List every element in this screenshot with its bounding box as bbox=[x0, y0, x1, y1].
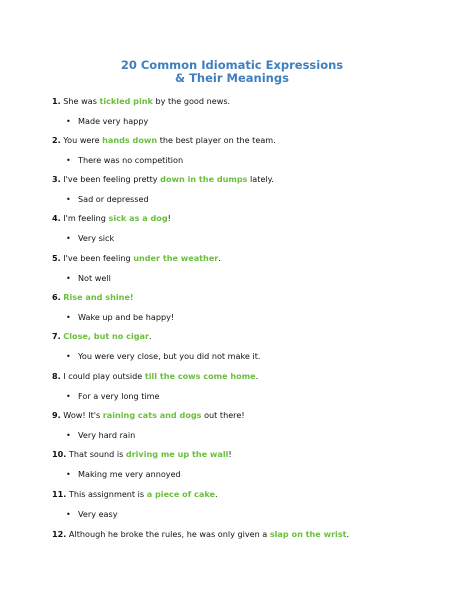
idiom-phrase: Rise and shine! bbox=[63, 292, 134, 302]
idiom-number: 9. bbox=[52, 410, 61, 420]
idiom-phrase: till the cows come home bbox=[144, 371, 256, 381]
bullet-icon: • bbox=[66, 233, 71, 243]
sentence-text: ! bbox=[228, 449, 232, 459]
bullet-icon: • bbox=[66, 273, 71, 283]
idiom-number: 10. bbox=[52, 449, 67, 459]
idiom-sentence bbox=[52, 213, 171, 223]
idiom-sentence bbox=[52, 174, 274, 184]
idiom-phrase: under the weather bbox=[133, 253, 219, 263]
idiom-sentence bbox=[52, 331, 152, 341]
idiom-number: 1. bbox=[52, 96, 61, 106]
sentence-text: I've been feeling bbox=[60, 253, 134, 263]
meaning-text: Very hard rain bbox=[78, 430, 136, 440]
sentence-text: I could play outside bbox=[60, 371, 145, 381]
sentence-text: the best player on the team. bbox=[157, 135, 276, 145]
sentence-text: . bbox=[218, 253, 221, 263]
sentence-text: This assignment is bbox=[66, 489, 147, 499]
sentence-text: That sound is bbox=[66, 449, 126, 459]
meaning-text: Very sick bbox=[78, 233, 115, 243]
idiom-number: 2. bbox=[52, 135, 61, 145]
idiom-number: 6. bbox=[52, 292, 61, 302]
bullet-icon: • bbox=[66, 351, 71, 361]
sentence-text: ! bbox=[167, 213, 171, 223]
sentence-text: You were bbox=[60, 135, 103, 145]
meaning-text: Made very happy bbox=[78, 116, 149, 126]
sentence-text: lately. bbox=[247, 174, 274, 184]
meaning-bullet bbox=[66, 430, 135, 440]
idiom-number: 11. bbox=[52, 489, 67, 499]
meaning-bullet bbox=[66, 194, 149, 204]
idiom-sentence bbox=[52, 292, 134, 302]
meaning-bullet bbox=[66, 469, 181, 479]
idiom-phrase: down in the dumps bbox=[160, 174, 248, 184]
sentence-text: . bbox=[214, 489, 218, 499]
meaning-bullet bbox=[66, 509, 118, 519]
idiom-phrase: hands down bbox=[102, 135, 158, 145]
idiom-phrase: slap on the wrist bbox=[269, 529, 347, 539]
meaning-bullet bbox=[66, 391, 160, 401]
page-title-line-2: & Their Meanings bbox=[175, 71, 289, 85]
sentence-text: out there! bbox=[201, 410, 245, 420]
idiom-number: 4. bbox=[52, 213, 61, 223]
sentence-text: . bbox=[255, 371, 259, 381]
idiom-sentence bbox=[52, 410, 245, 420]
idiom-phrase: Close, but no cigar bbox=[63, 331, 149, 341]
idiom-number: 7. bbox=[52, 331, 61, 341]
idiom-sentence bbox=[52, 449, 232, 459]
sentence-text: . bbox=[148, 331, 152, 341]
idiom-number: 8. bbox=[52, 371, 61, 381]
sentence-text: . bbox=[346, 529, 350, 539]
idiom-phrase: tickled pink bbox=[99, 96, 153, 106]
meaning-bullet bbox=[66, 116, 148, 126]
idiom-sentence bbox=[52, 135, 276, 145]
bullet-icon: • bbox=[66, 312, 71, 322]
idiom-phrase: driving me up the wall bbox=[125, 449, 229, 459]
page-title-line-1: 20 Common Idiomatic Expressions bbox=[120, 58, 344, 72]
sentence-text: I'm feeling bbox=[60, 213, 109, 223]
idiom-phrase: a piece of cake bbox=[146, 489, 215, 499]
bullet-icon: • bbox=[66, 509, 71, 519]
meaning-text: There was no competition bbox=[78, 155, 184, 165]
idiom-sentence bbox=[52, 371, 258, 381]
idiom-number: 3. bbox=[52, 174, 61, 184]
idiom-number: 5. bbox=[52, 253, 61, 263]
bullet-icon: • bbox=[66, 469, 71, 479]
bullet-icon: • bbox=[66, 155, 71, 165]
meaning-text: For a very long time bbox=[78, 391, 160, 401]
bullet-icon: • bbox=[66, 391, 71, 401]
meaning-bullet bbox=[66, 273, 111, 283]
idiom-sentence bbox=[52, 529, 349, 539]
sentence-text: Although he broke the rules, he was only given a bbox=[66, 529, 270, 539]
meaning-bullet bbox=[66, 233, 114, 243]
bullet-icon: • bbox=[66, 116, 71, 126]
idiom-phrase: raining cats and dogs bbox=[102, 410, 202, 420]
idiom-number: 12. bbox=[52, 529, 67, 539]
meaning-bullet bbox=[66, 351, 260, 361]
meaning-text: You were very close, but you did not make it. bbox=[78, 351, 261, 361]
meaning-text: Very easy bbox=[78, 509, 118, 519]
meaning-text: Sad or depressed bbox=[78, 194, 149, 204]
sentence-text: by the good news. bbox=[152, 96, 231, 106]
meaning-text: Not well bbox=[78, 273, 111, 283]
bullet-icon: • bbox=[66, 194, 71, 204]
idiom-phrase: sick as a dog bbox=[108, 213, 168, 223]
meaning-bullet bbox=[66, 312, 174, 322]
bullet-icon: • bbox=[66, 430, 71, 440]
idiom-sentence bbox=[52, 253, 221, 263]
sentence-text: I've been feeling pretty bbox=[60, 174, 161, 184]
meaning-bullet bbox=[66, 155, 183, 165]
meaning-text: Making me very annoyed bbox=[78, 469, 181, 479]
idiom-sentence bbox=[52, 96, 230, 106]
idiom-sentence bbox=[52, 489, 218, 499]
sentence-text: She was bbox=[60, 96, 100, 106]
meaning-text: Wake up and be happy! bbox=[78, 312, 175, 322]
sentence-text: Wow! It's bbox=[60, 410, 103, 420]
